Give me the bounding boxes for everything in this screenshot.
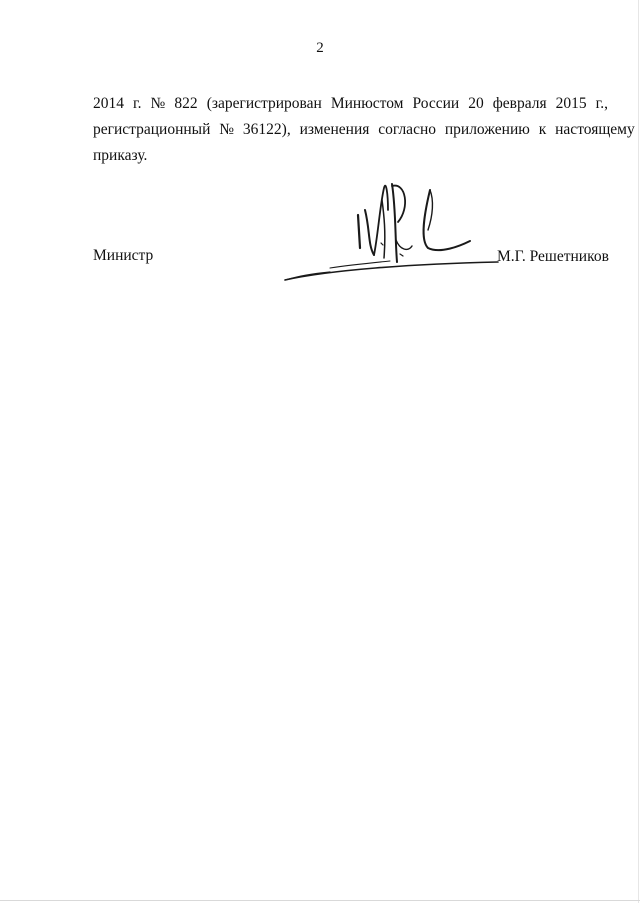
signature-icon [270, 170, 520, 290]
page-edge-right [638, 0, 639, 903]
signer-name: М.Г. Решетников [497, 248, 609, 265]
body-line-2: регистрационный № 36122), изменения согласно приложению к настоящему [93, 121, 635, 138]
page-edge-bottom [0, 900, 640, 901]
body-line-3: приказу. [93, 147, 148, 164]
body-line-1: 2014 г. № 822 (зарегистрирован Минюстом России 20 февраля 2015 г., [93, 95, 608, 112]
page-number: 2 [316, 40, 324, 56]
body-paragraph [93, 91, 635, 169]
signer-title: Министр [93, 247, 154, 264]
